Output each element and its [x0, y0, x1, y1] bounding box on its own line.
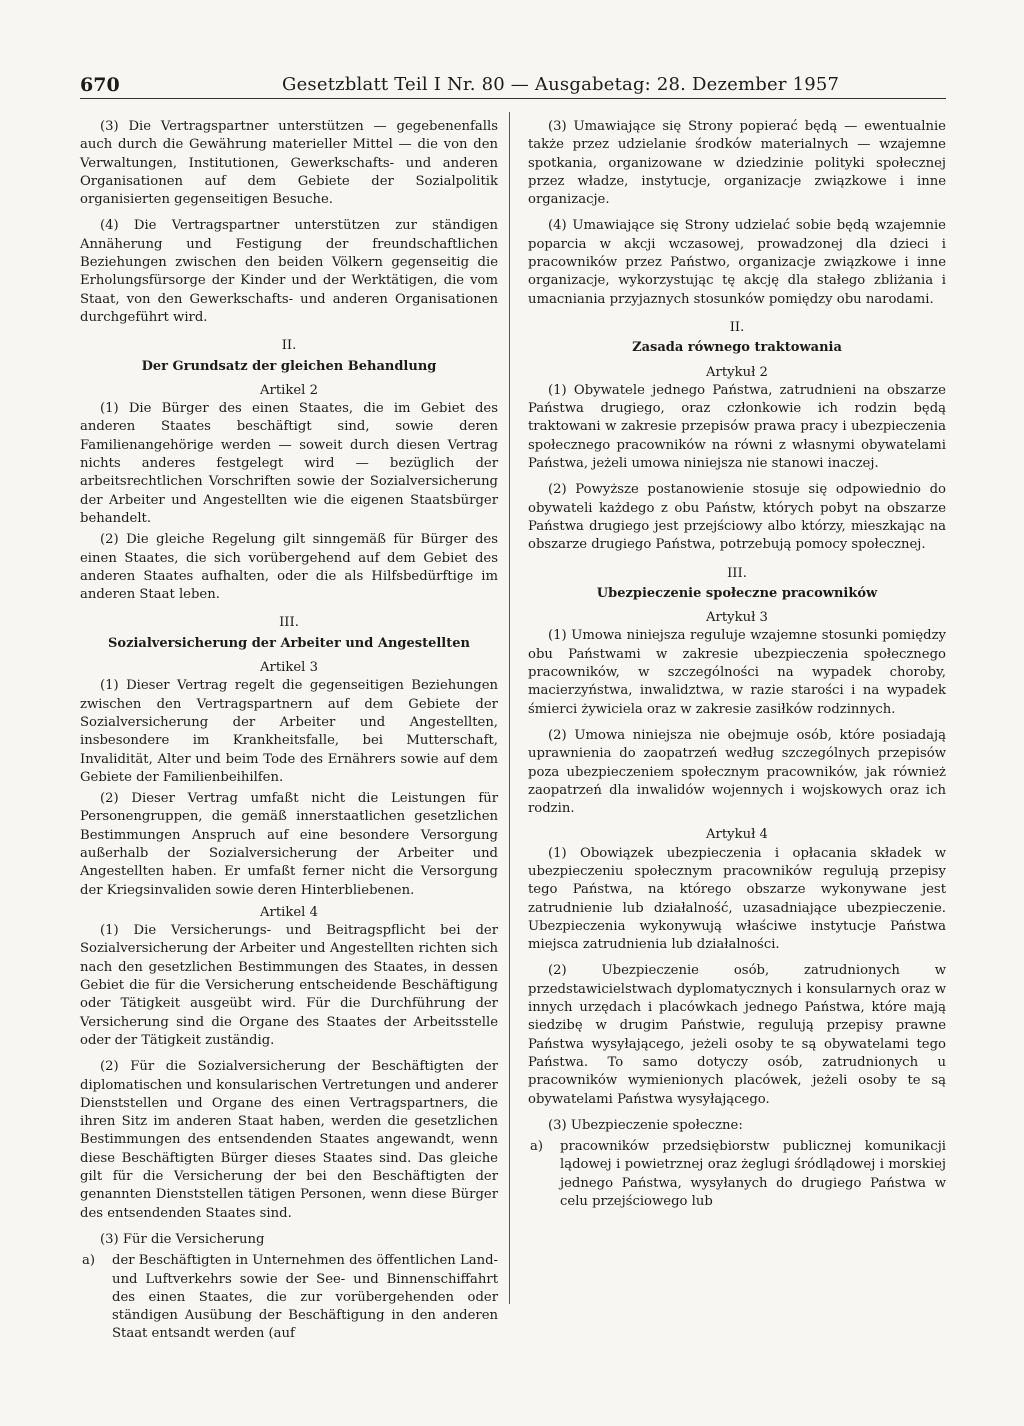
section-number: II. [281, 338, 297, 354]
article-title: Artykuł 2 [706, 364, 768, 380]
article-title: Artykuł 3 [706, 610, 768, 626]
paragraph: (1) Umowa niniejsza reguluje wzajemne stosunki pomiędzy obu Państwami w zakresie ubezpieczenia społecznego pracowników, w szczególności na wypadek choroby, macierzyństwa, inwalidztwa, w razie starości i na wypadek śmierci żywiciela oraz w zakresie zasiłków rodzinnych. [528, 628, 946, 717]
list-item-label: a) [530, 1139, 544, 1155]
list-item [80, 1252, 498, 1343]
paragraph: (2) Ubezpieczenie osób, zatrudnionych w przedstawicielstwach dyplomatycznych i konsularnych oraz w innych urzędach i placówkach jednego Państwa, które mają siedzibę w drugim Państwie, regulują przepisy prawne Państwa wysyłającego, jeżeli osoby te są obywatelami tego Państwa. To samo dotyczy osób, zatrudnionych u pracowników wymienionych placówek, jeżeli osoby te są obywatelami Państwa wysyłającego. [528, 963, 946, 1107]
paragraph: (1) Obowiązek ubezpieczenia i opłacania składek w ubezpieczeniu społecznym pracowników regulują przepisy tego Państwa, na którego obszarze wykonywane jest zatrudnienie lub działalność, uzasadniające ubezpieczenie. Ubezpieczenia wykonywują właściwe instytucje Państwa miejsca zatrudnienia lub działalności. [528, 845, 946, 953]
paragraph: (3) Für die Versicherung [100, 1231, 265, 1247]
paragraph: (3) Umawiające się Strony popierać będą — ewentualnie także przez udzielanie środków materialnych — wzajemne spotkania, organizowane w dziedzinie polityki społecznej przez władze, instytucje, organizacje związkowe i inne organizacje. [528, 119, 946, 208]
list-item-text: der Beschäftigten in Unternehmen des öffentlichen Land- und Luftverkehrs sowie der See- und Binnenschiffahrt des einen Staates, die zur vorübergehenden oder ständigen Ausübung der Beschäftigung in den anderen Staat entsandt werden (auf [112, 1253, 499, 1342]
article-title: Artikel 3 [260, 660, 318, 676]
article-title: Artykuł 4 [706, 827, 768, 843]
paragraph: (4) Umawiające się Strony udzielać sobie będą wzajemnie poparcia w akcji wczasowej, prowadzonej dla dzieci i pracowników przez Państwo, organizacje związkowe i inne organizacje, wykorzystując tę akcję dla stałego zbliżania i umacniania przyjaznych stosunków pomiędzy obu narodami. [528, 218, 946, 307]
paragraph: (2) Dieser Vertrag umfaßt nicht die Leistungen für Personengruppen, die gemäß innerstaatlichen gesetzlichen Bestimmungen Anspruch auf eine besondere Versorgung außerhalb der Sozialversicherung der Arbeiter und Angestellten haben. Er umfaßt ferner nicht die Versorgung der Kriegsinvaliden sowie deren Hinterbliebenen. [80, 791, 498, 898]
paragraph: (1) Die Versicherungs- und Beitragspflicht bei der Sozialversicherung der Arbeiter und Angestellten richten sich nach den gesetzlichen Bestimmungen des Staates, in dessen Gebiet die für die Versicherung entscheidende Beschäftigung oder Tätigkeit ausgeübt wird. Für die Durchführung der Versicherung sind die Organe des Staates der Arbeitsstelle oder der Tätigkeit zuständig. [80, 923, 498, 1048]
paragraph: (3) Die Vertragspartner unterstützen — gegebenenfalls auch durch die Gewährung materieller Mittel — die von den Verwaltungen, Institutionen, Gewerkschafts- und anderen Organisationen auf dem Gebiete der Sozialpolitik organisierten gegenseitigen Besuche. [80, 119, 498, 208]
section-number: III. [727, 565, 747, 581]
paragraph: (2) Powyższe postanowienie stosuje się odpowiednio do obywateli każdego z obu Państw, których pobyt na obszarze Państwa drugiego jest przejściowy albo którzy, mieszkając na obszarze drugiego Państwa, potrzebują pomocy społecznej. [528, 482, 946, 553]
article-title: Artikel 2 [260, 382, 318, 398]
paragraph: (1) Die Bürger des einen Staates, die im Gebiet des anderen Staates beschäftigt sind, sowie deren Familienangehörige werden — soweit durch diesen Vertrag nichts anderes festgelegt wird — bezüglich der arbeitsrechtlichen Vorschriften sowie der Sozialversicherung der Arbeiter und Angestellten wie die eigenen Staatsbürger behandelt. [80, 401, 498, 526]
paragraph: (1) Obywatele jednego Państwa, zatrudnieni na obszarze Państwa drugiego, oraz członkowie ich rodzin będą traktowani w zakresie przepisów prawa pracy i ubezpieczenia społecznego pracowników na równi z własnymi obywatelami Państwa, jeżeli umowa niniejsza nie stanowi inaczej. [528, 382, 946, 472]
paragraph: (2) Für die Sozialversicherung der Beschäftigten der diplomatischen und konsularischen Vertretungen und anderer Dienststellen und Organe des einen Vertragspartners, die ihren Sitz im anderen Staat haben, werden die gesetzlichen Bestimmungen des entsendenden Staates angewandt, wenn diese Beschäftigten Bürger dieses Staates sind. Das gleiche gilt für die Versicherung der bei den Beschäftigten der genannten Dienststellen tätigen Personen, wenn diese Bürger des entsendenden Staates sind. [80, 1059, 498, 1221]
page-header: Gesetzblatt Teil I Nr. 80 — Ausgabetag: 28. Dezember 1957 [282, 74, 840, 95]
column-divider [509, 112, 510, 1304]
list-item-text: pracowników przedsiębiorstw publicznej komunikacji lądowej i powietrznej oraz żeglugi śródlądowej i morskiej jednego Państwa, wysyłanych do drugiego Państwa w celu przejściowego lub [560, 1139, 946, 1210]
section-title: Sozialversicherung der Arbeiter und Angestellten [108, 635, 470, 651]
polish-column [528, 118, 946, 1217]
list-item [528, 1138, 946, 1211]
paragraph: (4) Die Vertragspartner unterstützen zur ständigen Annäherung und Festigung der freundschaftlichen Beziehungen zwischen den beiden Völkern gegenseitig die Erholungsfürsorge der Kinder und der Werktätigen, die vom Staat, von den Gewerkschafts- und anderen Organisationen durchgeführt wird. [80, 218, 498, 325]
section-number: II. [729, 319, 745, 335]
section-title: Der Grundsatz der gleichen Behandlung [141, 358, 437, 374]
section-title: Zasada równego traktowania [632, 340, 842, 356]
paragraph: (2) Die gleiche Regelung gilt sinngemäß für Bürger des einen Staates, die sich vorübergehend auf dem Gebiet des anderen Staates aufhalten, oder die als Hilfsbedürftige im anderen Staat leben. [80, 532, 498, 603]
paragraph: (1) Dieser Vertrag regelt die gegenseitigen Beziehungen zwischen den Vertragspartnern auf dem Gebiete der Sozialversicherung der Arbeiter und Angestellten, insbesondere im Krankheitsfalle, bei Mutterschaft, Invalidität, Alter und beim Tode des Ernährers sowie auf dem Gebiete der Familienbeihilfen. [80, 678, 498, 785]
header-rule [80, 98, 946, 99]
article-title: Artikel 4 [260, 904, 318, 920]
paragraph: (3) Ubezpieczenie społeczne: [548, 1117, 743, 1133]
paragraph: (2) Umowa niniejsza nie obejmuje osób, które posiadają uprawnienia do zaopatrzeń według szczególnych przepisów poza ubezpieczeniem społecznym pracowników, jak również zaopatrzeń dla inwalidów wojennych i wojskowych oraz ich rodzin. [528, 727, 946, 817]
german-column [80, 118, 498, 1350]
list-item-label: a) [82, 1253, 96, 1269]
section-title: Ubezpieczenie społeczne pracowników [596, 585, 878, 601]
section-number: III. [279, 615, 299, 631]
page-number: 670 [80, 74, 120, 96]
